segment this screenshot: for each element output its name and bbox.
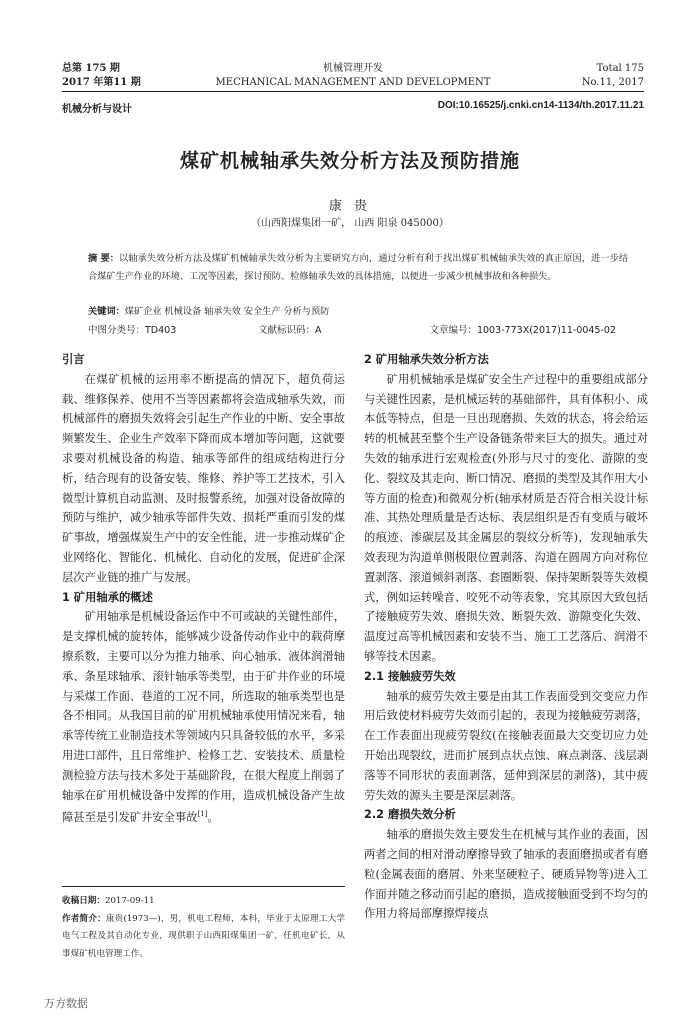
section-2-2-heading: 2.2 磨损失效分析 xyxy=(364,808,456,822)
intro-paragraph: 在煤矿机械的运用率不断提高的情况下，超负荷运载、维修保养、使用不当等因素都将会造成轴承失效，而机械部件的磨损失效将会引起生产作业的中断、安全事故频繁发生、企业生产效率下降而成本增加等问题，这就要求要对机械设备的构造、轴承等部件的组成结构进行分析，结合现有的设备安装、维修、养护等工艺技术，引入微型计算机自动监测、及时报警系统，加强对设备故障的预防与维护，减少轴承等部件失效、损耗严重而引发的煤矿事故，增强煤炭生产中的安全性能，进一步推动煤矿企业网络化、智能化、机械化、自动化的发展，促进矿企深层次产业链的推广与发展。 xyxy=(62,372,345,584)
section-2-2-paragraph: 轴承的磨损失效主要发生在机械与其作业的表面，因两者之间的相对滑动摩擦导致了轴承的表面磨损或者有磨粒(金属表面的磨屑、外来坚硬粒子、硬质异物等)进入工作面并随之移动而引起的磨损，造成接触面受到不均匀的作用力将局部摩擦焊接点 xyxy=(364,828,648,921)
header-total-issue: 总第 175 期 xyxy=(62,63,120,74)
doc-code: 文献标识码：A xyxy=(258,325,322,336)
section-2-paragraph: 矿用机械轴承是煤矿安全生产过程中的重要组成部分与关键性因素，是机械运转的基础部件，具有体积小、成本低等特点，但是一旦出现磨损、失效的状态，将会给运转的机械甚至整个生产设备链条带来巨大的损失。通过对失效的轴承进行宏观检查(外形与尺寸的变化、游隙的变化、裂纹及其走向、断口情况、磨损的类型及其作用大小等方面的检查)和微观分析(轴承材质是否符合相关设计标准、其热处理质量是否达标、表层组织是否有变质与破坏的痕迹、渗碳层及其金属层的裂纹分析等)，发现轴承失效表现为沟道单侧极限位置剥落、沟道在圆周方向对称位置剥落、滚道倾斜剥落、套圈断裂、保持架断裂等失效模式，例如运转噪音、咬死不动等表象，究其原因大致包括了接触疲劳失效、磨损失效、断裂失效、游隙变化失效、温度过高等机械因素和安装不当、施工工艺落后、润滑不够等技术因素。 xyxy=(364,372,648,663)
article-number: 文章编号：1003-773X(2017)11-0045-02 xyxy=(429,325,616,336)
header-number-en: No.11, 2017 xyxy=(581,77,644,88)
received-date xyxy=(62,893,345,911)
citation-ref: [1] xyxy=(197,810,208,819)
header-rule xyxy=(62,91,644,92)
affiliation: （山西阳煤集团一矿， 山西 阳泉 045000） xyxy=(251,218,449,229)
section-2-heading: 2 矿用轴承失效分析方法 xyxy=(364,353,489,366)
abstract-text: 以轴承失效分析方法及煤矿机械轴承失效分析为主要研究方向，通过分析有利于找出煤矿机械轴承失效的真正原因，进一步结合煤矿生产作业的环境、工况等因素，探讨预防、检修轴承失效的具体措施，以便进一步减少机械事故和各种损失。 xyxy=(88,253,629,282)
paper-title: 煤矿机械轴承失效分析方法及预防措施 xyxy=(179,150,520,172)
column-name: 机械分析与设计 xyxy=(62,104,132,115)
doi: DOI:10.16525/j.cnki.cn14-1134/th.2017.11.21 xyxy=(437,100,644,111)
header-year-issue: 2017 年第11 期 xyxy=(62,77,141,88)
header-journal-en: MECHANICAL MANAGEMENT AND DEVELOPMENT xyxy=(215,77,491,88)
keywords xyxy=(88,303,628,317)
left-column xyxy=(62,350,345,828)
clc-number: 中图分类号：TD403 xyxy=(88,325,177,336)
bio-text: 康贵(1973—)，男，机电工程师，本科，毕业于太原理工大学电气工程及其自动化专业，现供职于山西阳煤集团一矿，任机电矿长，从事煤矿机电管理工作。 xyxy=(62,913,345,959)
abstract xyxy=(88,250,628,285)
right-column xyxy=(364,350,648,924)
section-1-text: 矿用轴承是机械设备运作中不可或缺的关键性部件，是支撑机械的旋转体，能够减少设备传动作业中的载荷摩擦系数，主要可以分为推力轴承、向心轴承、液体润滑轴承、条星球轴承、滚针轴承等类型，由于矿井作业的环境与采煤工作面、巷道的工况不同，所选取的轴承类型也是各不相同。从我国目前的矿用机械轴承使用情况来看，轴承等传统工业制造技术等领域内只具备较低的水平，多采用进口部件，且日常维护、检修工艺、安装技术、质量检测检验方法与技术多处于基础阶段，在很大程度上削弱了轴承在矿用机械设备中发挥的作用，造成机械设备产生故障甚至是引发矿井安全事故 xyxy=(62,610,345,825)
section-1-end: 。 xyxy=(207,811,219,825)
received-value: 2017-09-11 xyxy=(104,896,155,906)
header-total xyxy=(582,62,644,90)
header-total-en: Total 175 xyxy=(596,63,644,74)
bio-label: 作者简介： xyxy=(62,913,106,924)
keywords-text: 煤矿企业 机械设备 轴承失效 安全生产 分析与预防 xyxy=(124,306,330,317)
section-1-paragraph xyxy=(62,607,345,828)
section-2-1-heading: 2.1 接触疲劳失效 xyxy=(364,669,456,683)
author-bio xyxy=(62,911,345,964)
intro-heading: 引言 xyxy=(62,353,85,366)
header-journal xyxy=(62,62,644,90)
abstract-label: 摘 要： xyxy=(88,253,120,264)
section-2-1-paragraph: 轴承的疲劳失效主要是由其工作表面受到交变应力作用后致使材料疲劳失效而引起的，表现为接触疲劳剥落，在工作表面出现疲劳裂纹(在接触表面最大交变切应力处开始出现裂纹，进而扩展到点状点蚀、麻点剥落、浅层剥落等不同形状的表面剥落，延伸到深层的剥落)，其中疲劳失效的源头主要是深层剥落。 xyxy=(364,689,648,802)
running-header xyxy=(62,62,644,92)
footnote-rule xyxy=(62,886,345,887)
header-journal-cn: 机械管理开发 xyxy=(323,63,383,74)
footnote xyxy=(62,893,345,963)
watermark: 万方数据 xyxy=(44,997,88,1010)
section-1-heading: 1 矿用轴承的概述 xyxy=(62,590,153,604)
keywords-label: 关键词： xyxy=(88,306,125,317)
received-label: 收稿日期： xyxy=(62,896,105,906)
author: 康 贵 xyxy=(328,199,372,214)
